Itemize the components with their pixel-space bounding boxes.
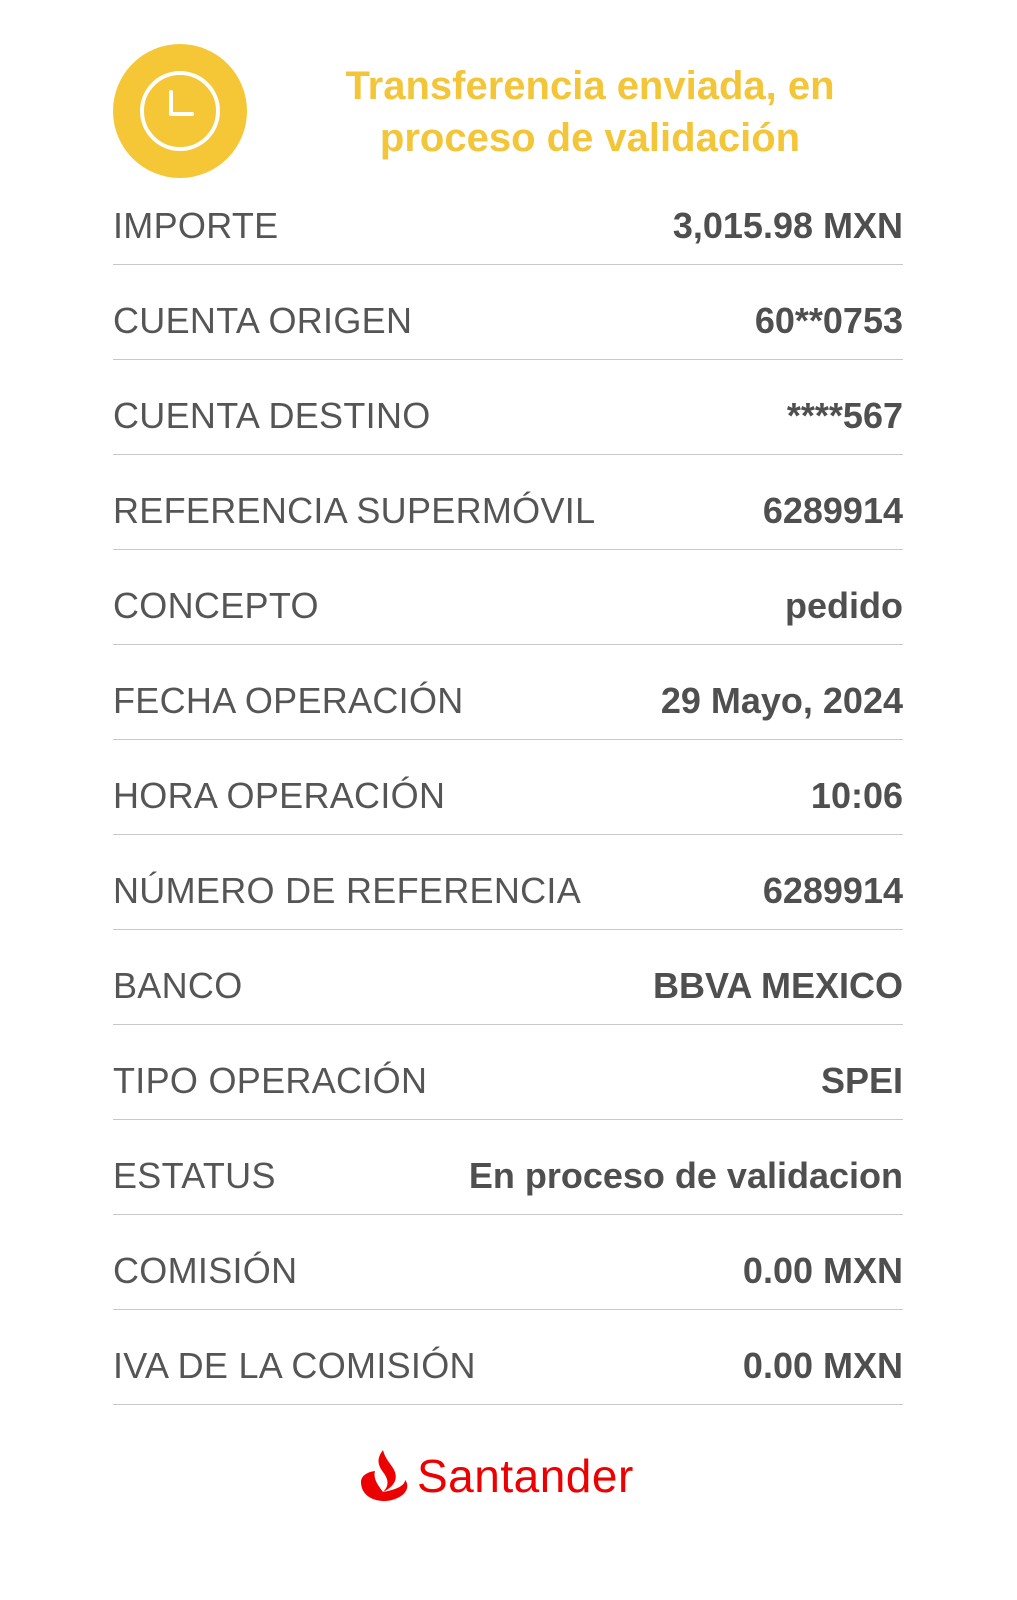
detail-label: IMPORTE	[113, 205, 279, 246]
detail-row-iva-de-la-comision	[113, 1310, 903, 1405]
detail-value: 29 Mayo, 2024	[660, 680, 903, 721]
detail-value: BBVA MEXICO	[652, 965, 903, 1006]
detail-value: SPEI	[820, 1060, 903, 1101]
detail-label: CUENTA ORIGEN	[113, 300, 413, 341]
santander-logo	[355, 1440, 675, 1510]
detail-value: 10:06	[810, 775, 903, 816]
detail-value: 6289914	[762, 490, 903, 531]
brand-name: Santander	[417, 1450, 634, 1502]
detail-label: CONCEPTO	[113, 585, 319, 626]
detail-label: ESTATUS	[113, 1155, 276, 1196]
detail-label: REFERENCIA SUPERMÓVIL	[113, 490, 596, 531]
detail-value: 0.00 MXN	[742, 1345, 903, 1386]
detail-row-fecha-operacion	[113, 645, 903, 740]
detail-value: 3,015.98 MXN	[672, 205, 903, 246]
detail-label: CUENTA DESTINO	[113, 395, 431, 436]
detail-label: COMISIÓN	[113, 1250, 298, 1291]
detail-row-banco	[113, 930, 903, 1025]
detail-value: 60**0753	[754, 300, 903, 341]
title-line-1: Transferencia enviada, en	[345, 64, 835, 108]
detail-label: BANCO	[113, 965, 243, 1006]
detail-value: ****567	[786, 395, 903, 436]
transfer-details-list	[113, 170, 903, 1405]
detail-label: TIPO OPERACIÓN	[113, 1060, 428, 1101]
detail-value: 6289914	[762, 870, 903, 911]
clock-icon	[113, 44, 247, 178]
confirmation-header	[0, 0, 1017, 195]
detail-row-hora-operacion	[113, 740, 903, 835]
detail-row-tipo-operacion	[113, 1025, 903, 1120]
detail-row-concepto	[113, 550, 903, 645]
page-title	[300, 60, 880, 164]
detail-row-cuenta-origen	[113, 265, 903, 360]
title-line-2: proceso de validación	[379, 116, 801, 160]
detail-label: IVA DE LA COMISIÓN	[113, 1345, 476, 1386]
detail-row-numero-de-referencia	[113, 835, 903, 930]
detail-row-importe	[113, 170, 903, 265]
detail-row-referencia-supermovil	[113, 455, 903, 550]
detail-value: En proceso de validacion	[468, 1155, 903, 1196]
santander-flame-icon	[355, 1444, 411, 1504]
detail-value: pedido	[785, 585, 903, 626]
detail-row-estatus	[113, 1120, 903, 1215]
detail-row-cuenta-destino	[113, 360, 903, 455]
detail-label: FECHA OPERACIÓN	[113, 680, 464, 721]
detail-label: HORA OPERACIÓN	[113, 775, 446, 816]
detail-value: 0.00 MXN	[742, 1250, 903, 1291]
detail-label: NÚMERO DE REFERENCIA	[113, 870, 582, 911]
detail-row-comision	[113, 1215, 903, 1310]
